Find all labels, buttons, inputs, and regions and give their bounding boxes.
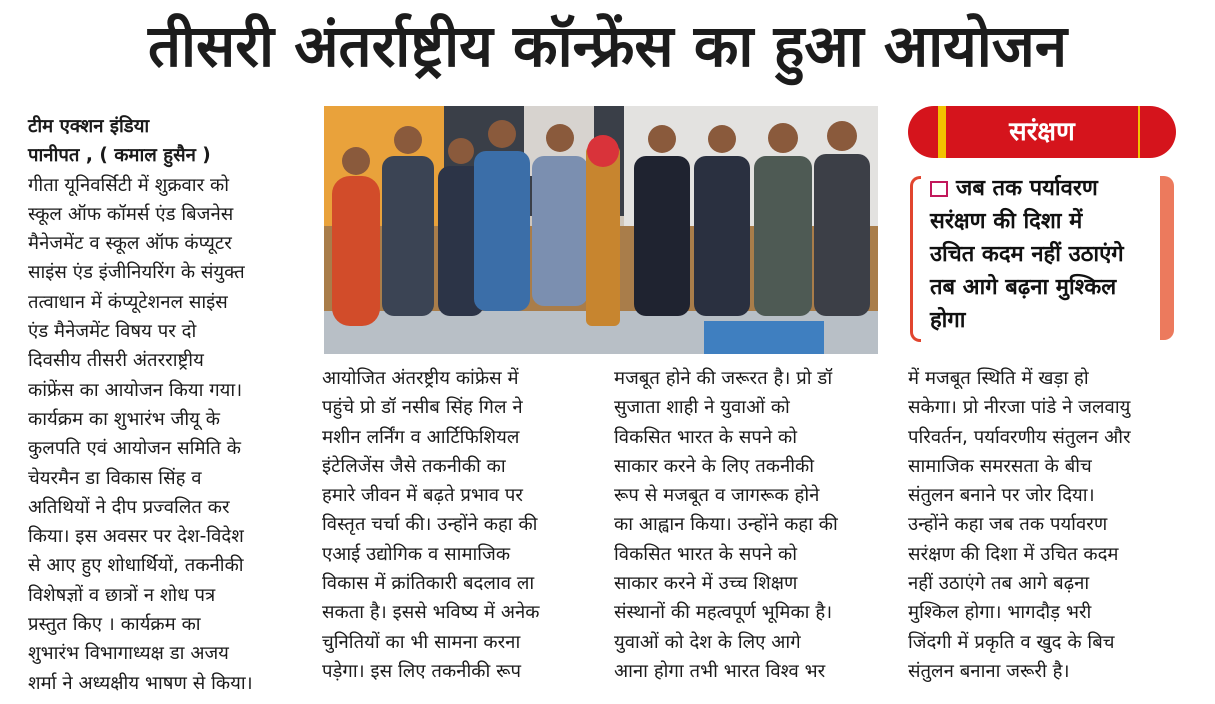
text-line: कुलपति एवं आयोजन समिति के — [28, 438, 241, 460]
text-line: विकास में क्रांतिकारी बदलाव ला — [322, 573, 535, 595]
article-column-1 — [28, 112, 253, 698]
pull-quote-text — [930, 172, 1158, 337]
quote-line: उचित कदम नहीं उठाएंगे — [930, 242, 1124, 267]
text-line: रूप से मजबूत व जागरूक होने — [614, 485, 820, 507]
text-line: मशीन लर्निंग व आर्टिफिशियल — [322, 426, 520, 448]
pull-quote — [910, 172, 1174, 342]
quote-line: तब आगे बढ़ना मुश्किल — [930, 275, 1117, 300]
text-line: सरंक्षण की दिशा में उचित कदम — [908, 543, 1119, 565]
text-line: सकता है। इससे भविष्य में अनेक — [322, 602, 540, 624]
text-line: आना होगा तभी भारत विश्व भर — [614, 660, 826, 682]
text-line: इंटेलिजेंस जैसे तकनीकी का — [322, 455, 506, 477]
quote-line: सरंक्षण की दिशा में — [930, 209, 1083, 234]
text-line: दिवसीय तीसरी अंतरराष्ट्रीय — [28, 350, 204, 372]
text-line: स्कूल ऑफ कॉमर्स एंड बिजनेस — [28, 203, 234, 225]
text-line: मजबूत होने की जरूरत है। प्रो डॉ — [614, 368, 833, 389]
quote-line: जब तक पर्यावरण — [956, 176, 1098, 201]
event-photo-illustration — [324, 106, 878, 354]
text-line: विकसित भारत के सपने को — [614, 543, 798, 565]
text-line: विकसित भारत के सपने को — [614, 426, 798, 448]
byline-team: टीम एक्शन इंडिया — [28, 116, 150, 137]
article-column-3 — [614, 364, 838, 686]
text-line: मैनेजमेंट व स्कूल ऑफ कंप्यूटर — [28, 233, 232, 255]
headline: तीसरी अंतर्राष्ट्रीय कॉन्फ्रेंस का हुआ आयोजन — [147, 12, 1068, 80]
tag-stripe-left — [938, 106, 946, 158]
article-column-2 — [322, 364, 539, 686]
pull-quote-border-left — [910, 176, 921, 342]
pull-quote-border-right — [1160, 176, 1174, 340]
section-tag-label: सरंक्षण — [946, 106, 1138, 158]
text-line: विशेषज्ञों व छात्रों न शोध पत्र — [28, 584, 216, 606]
text-line: सामाजिक समरसता के बीच — [908, 455, 1092, 477]
event-photo — [324, 106, 878, 354]
text-line: पड़ेगा। इस लिए तकनीकी रूप — [322, 660, 521, 682]
text-line: तत्वाधान में कंप्यूटेशनल साइंस — [28, 291, 228, 313]
text-line: संस्थानों की महत्वपूर्ण भूमिका है। — [614, 602, 833, 624]
text-line: गीता यूनिवर्सिटी में शुक्रवार को — [28, 174, 230, 196]
text-line: उन्होंने कहा जब तक पर्यावरण — [908, 514, 1108, 536]
text-line: संतुलन बनाने पर जोर दिया। — [908, 485, 1095, 507]
text-line: परिवर्तन, पर्यावरणीय संतुलन और — [908, 426, 1131, 448]
text-line: मुश्किल होगा। भागदौड़ भरी — [908, 602, 1092, 624]
text-line: किया। इस अवसर पर देश-विदेश — [28, 526, 244, 548]
text-line: साकार करने के लिए तकनीकी — [614, 455, 815, 477]
text-line: आयोजित अंतरष्ट्रीय कांफ्रेस में — [322, 368, 519, 389]
quote-line: होगा — [930, 308, 966, 333]
text-line: सकेगा। प्रो नीरजा पांडे ने जलवायु — [908, 397, 1131, 419]
text-line: जिंदगी में प्रकृति व खुद के बिच — [908, 631, 1115, 653]
text-line: से आए हुए शोधार्थियों, तकनीकी — [28, 555, 244, 577]
text-line: एआई उद्योगिक व सामाजिक — [322, 543, 511, 565]
bullet-square-icon — [930, 181, 948, 197]
tag-cap-right — [1140, 106, 1176, 158]
text-line: पहुंचे प्रो डॉ नसीब सिंह गिल ने — [322, 397, 523, 419]
section-tag — [908, 106, 1176, 158]
text-line: साइंस एंड इंजीनियरिंग के संयुक्त — [28, 262, 245, 284]
text-line: शुभारंभ विभागाध्यक्ष डा अजय — [28, 643, 229, 665]
article-column-4 — [908, 364, 1131, 686]
text-line: का आह्वान किया। उन्होंने कहा की — [614, 514, 838, 536]
text-line: में मजबूत स्थिति में खड़ा हो — [908, 368, 1089, 389]
text-line: संतुलन बनाना जरूरी है। — [908, 660, 1070, 682]
text-line: अतिथियों ने दीप प्रज्वलित कर — [28, 496, 230, 518]
byline-location: पानीपत , ( कमाल हुसैन ) — [28, 145, 211, 167]
text-line: कार्यक्रम का शुभारंभ जीयू के — [28, 408, 220, 430]
text-line: साकार करने में उच्च शिक्षण — [614, 573, 798, 595]
text-line: कांफ्रेंस का आयोजन किया गया। — [28, 379, 243, 401]
text-line: नहीं उठाएंगे तब आगे बढ़ना — [908, 573, 1090, 595]
text-line: हमारे जीवन में बढ़ते प्रभाव पर — [322, 485, 523, 507]
text-line: प्रस्तुत किए । कार्यक्रम का — [28, 614, 201, 636]
text-line: विस्तृत चर्चा की। उन्होंने कहा की — [322, 514, 538, 536]
text-line: शर्मा ने अध्यक्षीय भाषण से किया। — [28, 672, 253, 694]
text-line: एंड मैनेजमेंट विषय पर दो — [28, 321, 197, 343]
text-line: युवाओं को देश के लिए आगे — [614, 631, 801, 653]
text-line: चेयरमैन डा विकास सिंह व — [28, 467, 202, 489]
text-line: सुजाता शाही ने युवाओं को — [614, 397, 790, 419]
text-line: चुनितियों का भी सामना करना — [322, 631, 521, 653]
